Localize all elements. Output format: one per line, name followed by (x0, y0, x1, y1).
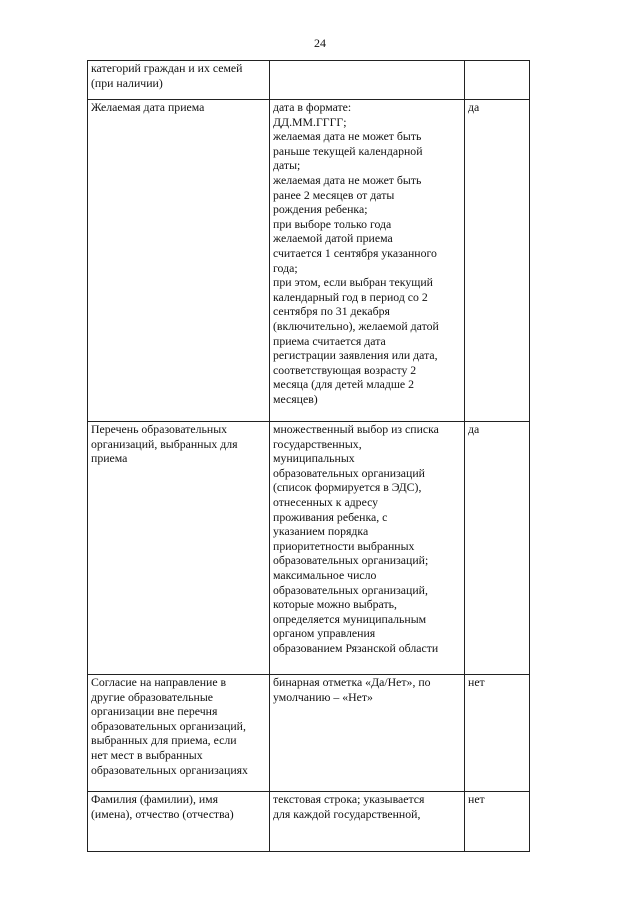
text-line: образовательных организаций, (273, 582, 428, 597)
text-line: другие образовательные (91, 689, 213, 704)
text-line: образовательных организаций; (273, 553, 429, 568)
cell-field-name (88, 61, 270, 100)
text-line: Согласие на направление в (91, 675, 227, 689)
cell-required (465, 792, 530, 852)
text-line: множественный выбор из списка (273, 422, 439, 436)
text-line: выбранных для приема, если (91, 733, 237, 748)
text-line: рождения ребенка; (273, 202, 368, 217)
text-line: приоритетности выбранных (273, 538, 415, 553)
cell-required (465, 675, 530, 792)
cell-format (270, 792, 465, 852)
text-line: бинарная отметка «Да/Нет», по (273, 675, 431, 689)
cell-field-name (88, 100, 270, 422)
text-line: умолчанию – «Нет» (273, 689, 373, 704)
text-line: Перечень образовательных (91, 422, 228, 436)
text-line: ранее 2 месяцев от даты (273, 187, 395, 202)
text-line: указанием порядка (273, 524, 369, 539)
text-line: при выборе только года (273, 216, 392, 231)
table-row (88, 100, 530, 422)
text-line: желаемой датой приема (273, 231, 393, 246)
cell-field-name (88, 792, 270, 852)
text-line: регистрации заявления или дата, (273, 348, 438, 363)
text-line: даты; (273, 158, 301, 173)
text-line: органом управления (273, 626, 376, 641)
text-line: нет мест в выбранных (91, 747, 203, 762)
required-flag: нет (468, 675, 485, 689)
text-line: проживания ребенка, с (273, 509, 388, 524)
requirements-table (87, 60, 530, 852)
text-line: организации вне перечня (91, 704, 218, 719)
cell-required (465, 100, 530, 422)
text-line: (включительно), желаемой датой (273, 318, 439, 333)
required-flag: да (468, 100, 480, 114)
text-line: месяцев) (273, 391, 318, 406)
text-line: которые можно выбрать, (273, 597, 397, 612)
cell-format (270, 61, 465, 100)
text-line: (при наличии) (91, 75, 163, 90)
text-line: дата в формате: (273, 100, 352, 114)
text-line: образовательных организациях (91, 762, 248, 777)
text-line: (список формируется в ЭДС), (273, 480, 422, 495)
text-line: сентября по 31 декабря (273, 304, 390, 319)
page-number: 24 (314, 36, 326, 50)
text-line: образованием Рязанской области (273, 640, 439, 655)
text-line: государственных, (273, 436, 362, 451)
required-flag: да (468, 422, 480, 436)
text-line: ДД.ММ.ГГГГ; (273, 114, 347, 129)
text-line: желаемая дата не может быть (273, 172, 422, 187)
text-line: образовательных организаций, (91, 718, 246, 733)
text-line: текстовая строка; указывается (273, 792, 425, 806)
text-line: категорий граждан и их семей (91, 61, 243, 75)
text-line: приема считается дата (273, 333, 386, 348)
cell-required (465, 422, 530, 675)
cell-field-name (88, 675, 270, 792)
text-line: желаемая дата не может быть (273, 129, 422, 144)
cell-format (270, 100, 465, 422)
text-line: календарный год в период со 2 (273, 289, 428, 304)
text-line: отнесенных к адресу (273, 494, 379, 509)
cell-field-name (88, 422, 270, 675)
cell-format (270, 675, 465, 792)
text-line: (имена), отчество (отчества) (91, 806, 234, 821)
cell-format (270, 422, 465, 675)
text-line: муниципальных (273, 451, 355, 466)
required-flag: нет (468, 792, 485, 806)
text-line: считается 1 сентября указанного (273, 245, 437, 260)
text-line: определяется муниципальным (273, 611, 427, 626)
text-line: года; (273, 260, 298, 275)
text-line: образовательных организаций (273, 465, 425, 480)
text-line: организаций, выбранных для (91, 436, 238, 451)
text-line: максимальное число (273, 567, 377, 582)
text-line: Фамилия (фамилии), имя (91, 792, 219, 806)
cell-required (465, 61, 530, 100)
text-line: при этом, если выбран текущий (273, 275, 433, 290)
text-line: Желаемая дата приема (91, 100, 205, 114)
text-line: месяца (для детей младше 2 (273, 377, 414, 392)
text-line: соответствующая возрасту 2 (273, 362, 417, 377)
table-row (88, 792, 530, 852)
text-line: раньше текущей календарной (273, 143, 423, 158)
table-row (88, 422, 530, 675)
table-row (88, 61, 530, 100)
text-line: для каждой государственной, (273, 806, 421, 821)
text-line: приема (91, 451, 128, 466)
table-row (88, 675, 530, 792)
